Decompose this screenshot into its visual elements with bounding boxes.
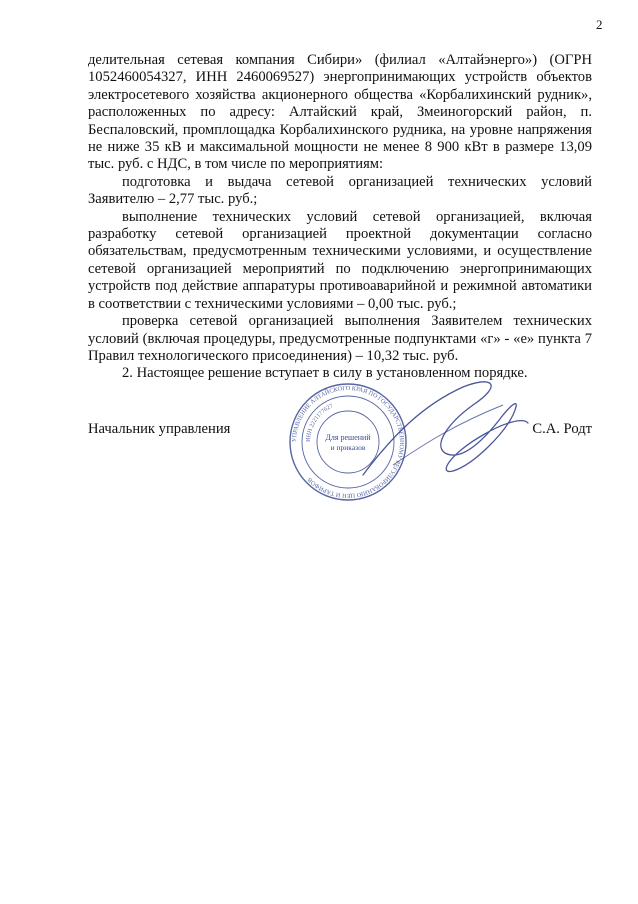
stamp-outer-text: УПРАВЛЕНИЕ АЛТАЙСКОГО КРАЯ ПО ГОСУДАРСТВЕННОМУ РЕГУЛИРОВАНИЮ ЦЕН И ТАРИФОВ [290,384,406,500]
document-body [88,52,592,383]
paragraph: проверка сетевой организацией выполнения Заявителем технических условий (включая процедуры, предусмотренные подпунктами «г» - «е» пункта 7 Правил технологического присоединения) – 10,32 тыс. руб. [88,313,592,364]
paragraph: подготовка и выдача сетевой организацией технических условий Заявителю – 2,77 тыс. руб.; [88,173,592,208]
paragraph: делительная сетевая компания Сибири» (филиал «Алтайэнерго») (ОГРН 1052460054327, ИНН 2460069527) энергопринимающих устройств объектов электросетевого хозяйства акционерного общества «Корбалихинский рудник», расположенных по адресу: Алтайский край, Змеиногорский район, п. Беспаловский, промплощадка Корбалихинского рудника, на уровне напряжения не ниже 35 кВ и максимальной мощности не менее 8 900 кВт в размере 13,09 тыс. руб. с НДС, в том числе по мероприятиям: [88,52,592,173]
signer-name: С.А. Родт [532,421,592,437]
handwritten-signature-icon [353,375,533,495]
stamp-center-line2: и приказов [330,443,366,452]
stamp-center-line1: Для решений [325,433,371,442]
page-number: 2 [596,17,603,32]
stamp-inner-text: ИНН 2221177627 [305,403,334,443]
paragraph: 2. Настоящее решение вступает в силу в установленном порядке. [122,365,528,382]
paragraph: выполнение технических условий сетевой организацией, включая разработку сетевой организацией проектной документации согласно обязательствам, предусмотренным техническими условиями, и осуществление сетевой организацией мероприятий по подключению энергопринимающих устройств под действие аппаратуры противоаварийной и режимной автоматики в соответствии с техническими условиями – 0,00 тыс. руб.; [88,208,592,312]
signer-title: Начальник управления [88,421,231,437]
signature-block [88,384,592,530]
